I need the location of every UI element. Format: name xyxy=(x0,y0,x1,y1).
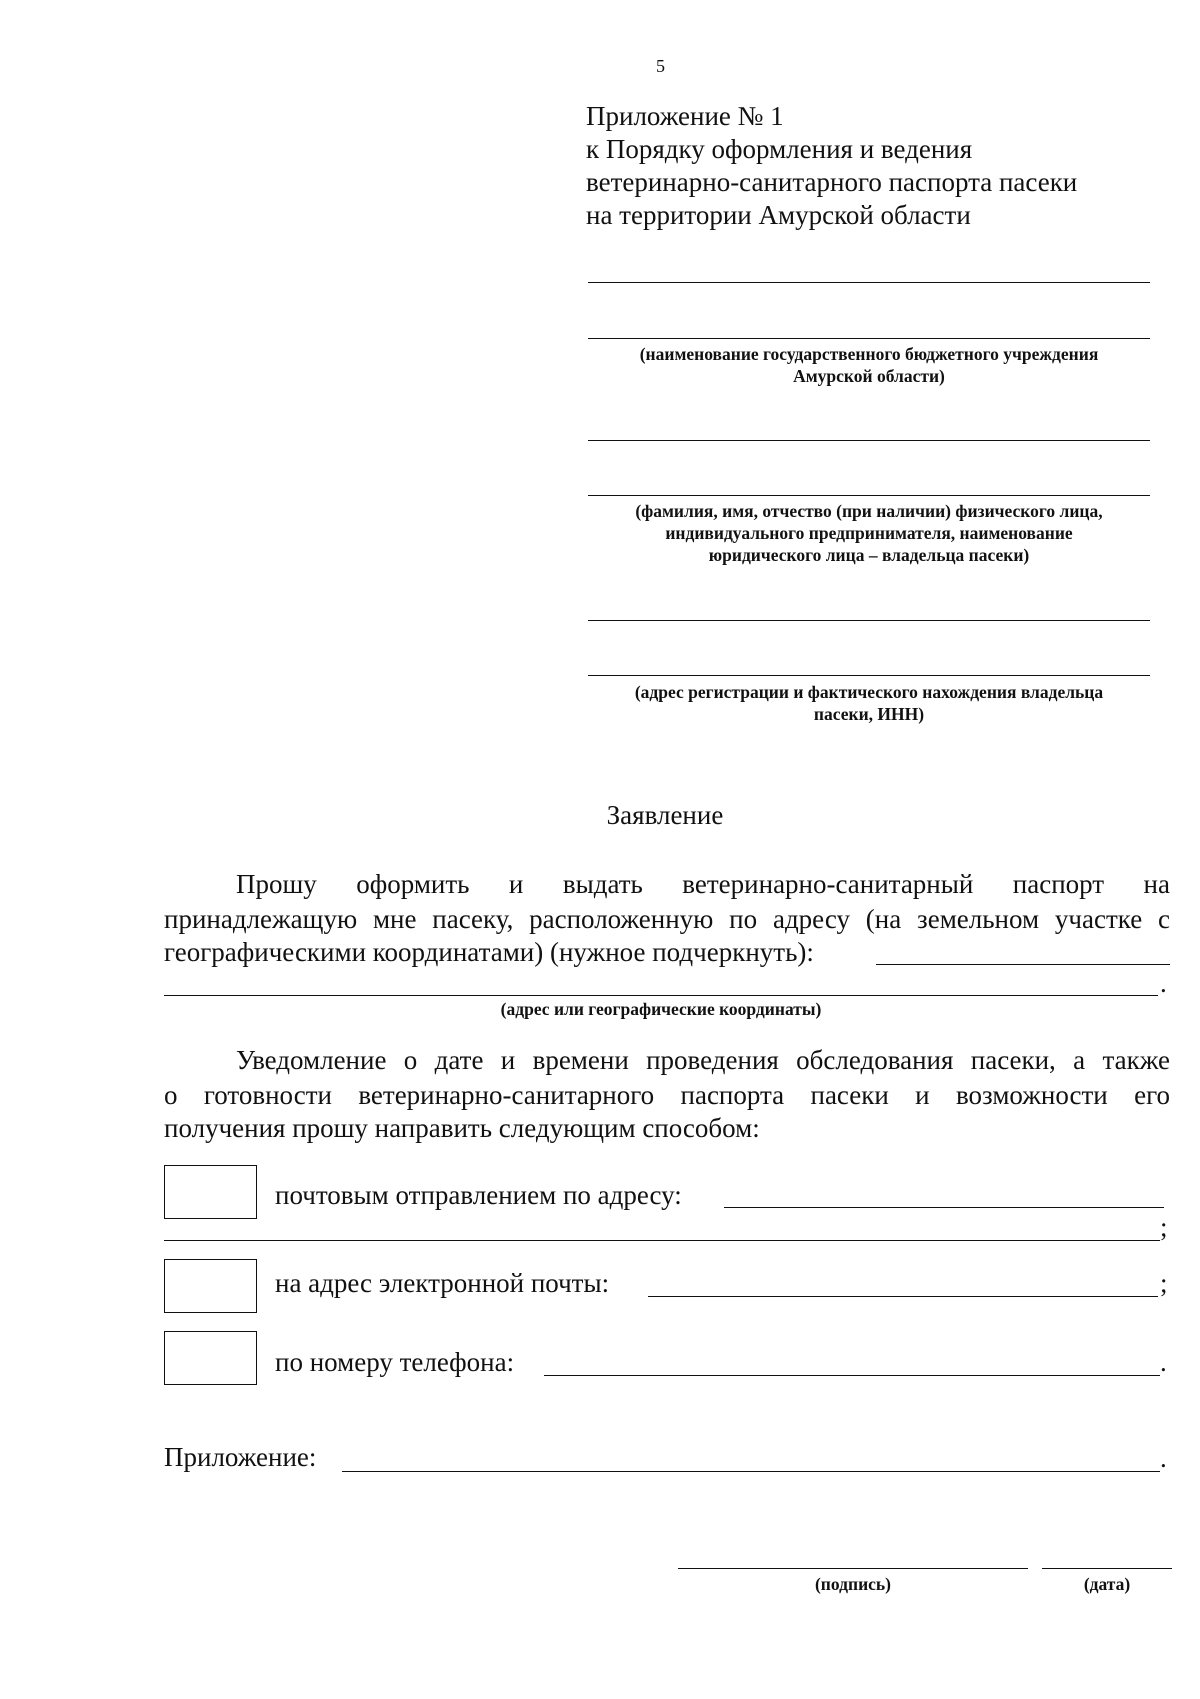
owner-caption xyxy=(588,500,1150,566)
notify-line: Уведомление о дате и времени проведения обследования пасеки, а также xyxy=(236,1045,1170,1075)
caption-line: Амурской области) xyxy=(793,366,945,386)
page-number: 5 xyxy=(656,56,665,76)
post-option-label: почтовым отправлением по адресу: xyxy=(275,1180,682,1210)
phone-field-line[interactable] xyxy=(544,1375,1160,1376)
institution-field-line-2[interactable] xyxy=(588,338,1150,339)
attachment-field-line[interactable] xyxy=(342,1471,1160,1472)
institution-caption xyxy=(588,343,1150,387)
post-address-field-line-1[interactable] xyxy=(724,1207,1164,1208)
request-paragraph xyxy=(164,867,1170,937)
institution-field-line-1[interactable] xyxy=(588,282,1150,283)
address-field-line-1[interactable] xyxy=(588,620,1150,621)
location-field-line-2[interactable] xyxy=(164,995,1158,996)
address-field-line-2[interactable] xyxy=(588,675,1150,676)
period: . xyxy=(1160,1443,1167,1473)
request-line: принадлежащую мне пасеку, расположенную по адресу (на земельном участке с xyxy=(164,904,1170,934)
semicolon: ; xyxy=(1160,1268,1168,1298)
semicolon: ; xyxy=(1160,1212,1168,1242)
caption-line: пасеки, ИНН) xyxy=(813,704,925,724)
period: . xyxy=(1160,968,1167,998)
caption-line: индивидуального предпринимателя, наименование xyxy=(665,523,1073,543)
date-caption: (дата) xyxy=(1083,1574,1131,1594)
caption-line: (адрес регистрации и фактического нахождения владельца xyxy=(634,682,1104,702)
notify-line: получения прошу направить следующим способом: xyxy=(164,1113,760,1143)
address-caption xyxy=(588,681,1150,725)
location-field-line-1[interactable] xyxy=(876,964,1170,965)
attachment-label: Приложение: xyxy=(164,1442,317,1472)
appendix-line: ветеринарно-санитарного паспорта пасеки xyxy=(586,167,1078,197)
email-checkbox[interactable] xyxy=(164,1259,257,1313)
request-line: географическими координатами) (нужное подчеркнуть): xyxy=(164,937,814,967)
date-field-line[interactable] xyxy=(1042,1568,1172,1569)
notify-line: о готовности ветеринарно-санитарного паспорта пасеки и возможности его xyxy=(164,1080,1170,1110)
location-caption: (адрес или географические координаты) xyxy=(500,999,822,1019)
phone-option-label: по номеру телефона: xyxy=(275,1347,515,1377)
post-checkbox[interactable] xyxy=(164,1165,257,1219)
caption-line: юридического лица – владельца пасеки) xyxy=(708,545,1030,565)
signature-field-line[interactable] xyxy=(678,1568,1028,1569)
appendix-line: к Порядку оформления и ведения xyxy=(586,134,973,164)
caption-line: (наименование государственного бюджетного учреждения xyxy=(639,344,1099,364)
email-field-line[interactable] xyxy=(648,1296,1158,1297)
period: . xyxy=(1160,1347,1167,1377)
signature-caption: (подпись) xyxy=(814,1574,892,1594)
owner-field-line-2[interactable] xyxy=(588,495,1150,496)
phone-checkbox[interactable] xyxy=(164,1331,257,1385)
email-option-label: на адрес электронной почты: xyxy=(275,1268,610,1298)
appendix-header xyxy=(586,100,1077,232)
appendix-line: на территории Амурской области xyxy=(586,200,971,230)
appendix-line: Приложение № 1 xyxy=(586,101,784,131)
request-line: Прошу оформить и выдать ветеринарно-санитарный паспорт на xyxy=(236,869,1170,899)
owner-field-line-1[interactable] xyxy=(588,440,1150,441)
notify-paragraph xyxy=(164,1043,1170,1113)
caption-line: (фамилия, имя, отчество (при наличии) физического лица, xyxy=(635,501,1103,521)
post-address-field-line-2[interactable] xyxy=(164,1240,1160,1241)
document-title: Заявление xyxy=(606,800,724,830)
